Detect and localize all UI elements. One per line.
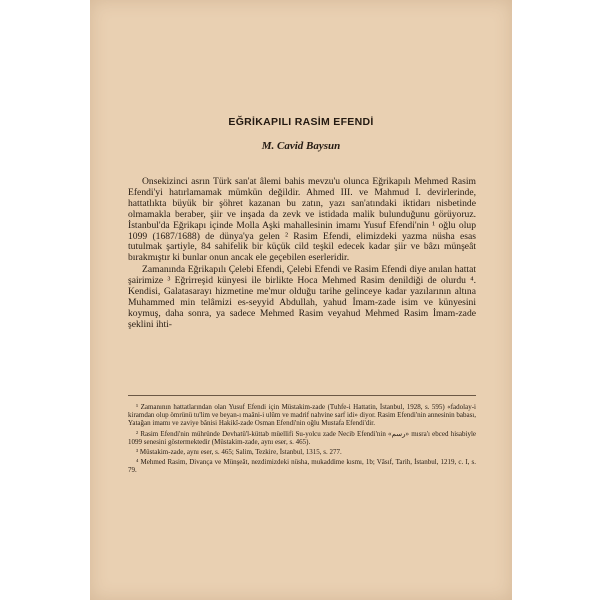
footnote-item: ³ Müstakim-zade, aynı eser, s. 465; Salim, Tezkire, İstanbul, 1315, s. 277. [136, 448, 342, 457]
footnote-item: ¹ Zamanının hattatlarından olan Yusuf Efendi için Müstakim-zade (Tuhfe-i Hattatin, İstanbul, 1928, s. 595) «fadolay-i kiramdan olup ömrünü tu'lim ve beyan-ı maâni-i ulûm ve madrif nahvine sarf idi» diyor. Rasim Efendi'nin annesinin babası, Yatağan imamı ve zaviye bânisi Hakikî-zade Osman Efendi'nin oğlu Mustafa Efendi'dir. [128, 403, 476, 428]
footnote-divider [128, 395, 476, 396]
footnotes [128, 403, 476, 477]
body-paragraph: Onsekizinci asrın Türk san'at âlemi bahis mevzu'u olunca Eğrikapılı Mehmed Rasim Efendi'yi hatırlamamak mümkün değildir. Ahmed III. ve Mahmud I. devirlerinde, hattatlıkta büyük bir şöhret kazanan bu zatın, yazı san'atındaki iktidarı nisbetinde olmamakla beraber, şiir ve inşada da zevk ve istidada malik bulunduğunu görüyoruz. İstanbul'da Eğrikapı içinde Molla Aşki mahallesinin imamı Yusuf Efendi'nin ¹ oğlu olup 1099 (1687/1688) de dünya'ya gelen ² Rasim Efendi, elimizdeki yazma nüsha esas tutulmak şartiyle, 84 sahifelik bir küçük cild teşkil edecek kadar şiir ve bâzı münşeât bırakmıştır ki bunlar onun ancak ele geçebilen eserleridir. [128, 176, 476, 264]
footnote-item: ⁴ Mehmed Rasim, Divança ve Münşeât, nezdimizdeki nüsha, mukaddime kısmı, 1b; Vâsıf, Tarih, İstanbul, 1219, c. I, s. 79. [128, 458, 476, 475]
footnote-item: ² Rasim Efendi'nin mühründe Devhatü'l-küttab müellifi Su-yolcu zade Necib Efendi'nin «رسم» mısra'ı ebced hisabiyle 1099 senesini göstermektedir (Müstakim-zade, aynı eser, s. 465). [128, 429, 476, 446]
body-paragraph: Zamanında Eğrikapılı Çelebi Efendi, Çelebi Efendi ve Rasim Efendi diye anılan hattat şairimize ³ Eğrirreşid künyesi ile birlikte Hoca Mehmed Rasim denildiği de olurdu ⁴. Kendisi, Galatasarayı hizmetine me'mur olduğu tarihe gelinceye kadar yazılarının altına Muhammed min telâmizi es-seyyid Abdullah, yahud İmam-zade isim ve künyesini koymuş, daha sonra, ya sadece Mehmed Rasim veyahud Mehmed Rasim İmam-zade şeklini ihti- [128, 264, 476, 330]
article-title: EĞRİKAPILI RASİM EFENDİ [228, 116, 374, 128]
article-body [128, 177, 476, 331]
document-page [90, 0, 512, 600]
article-author: M. Cavid Baysun [261, 140, 341, 152]
